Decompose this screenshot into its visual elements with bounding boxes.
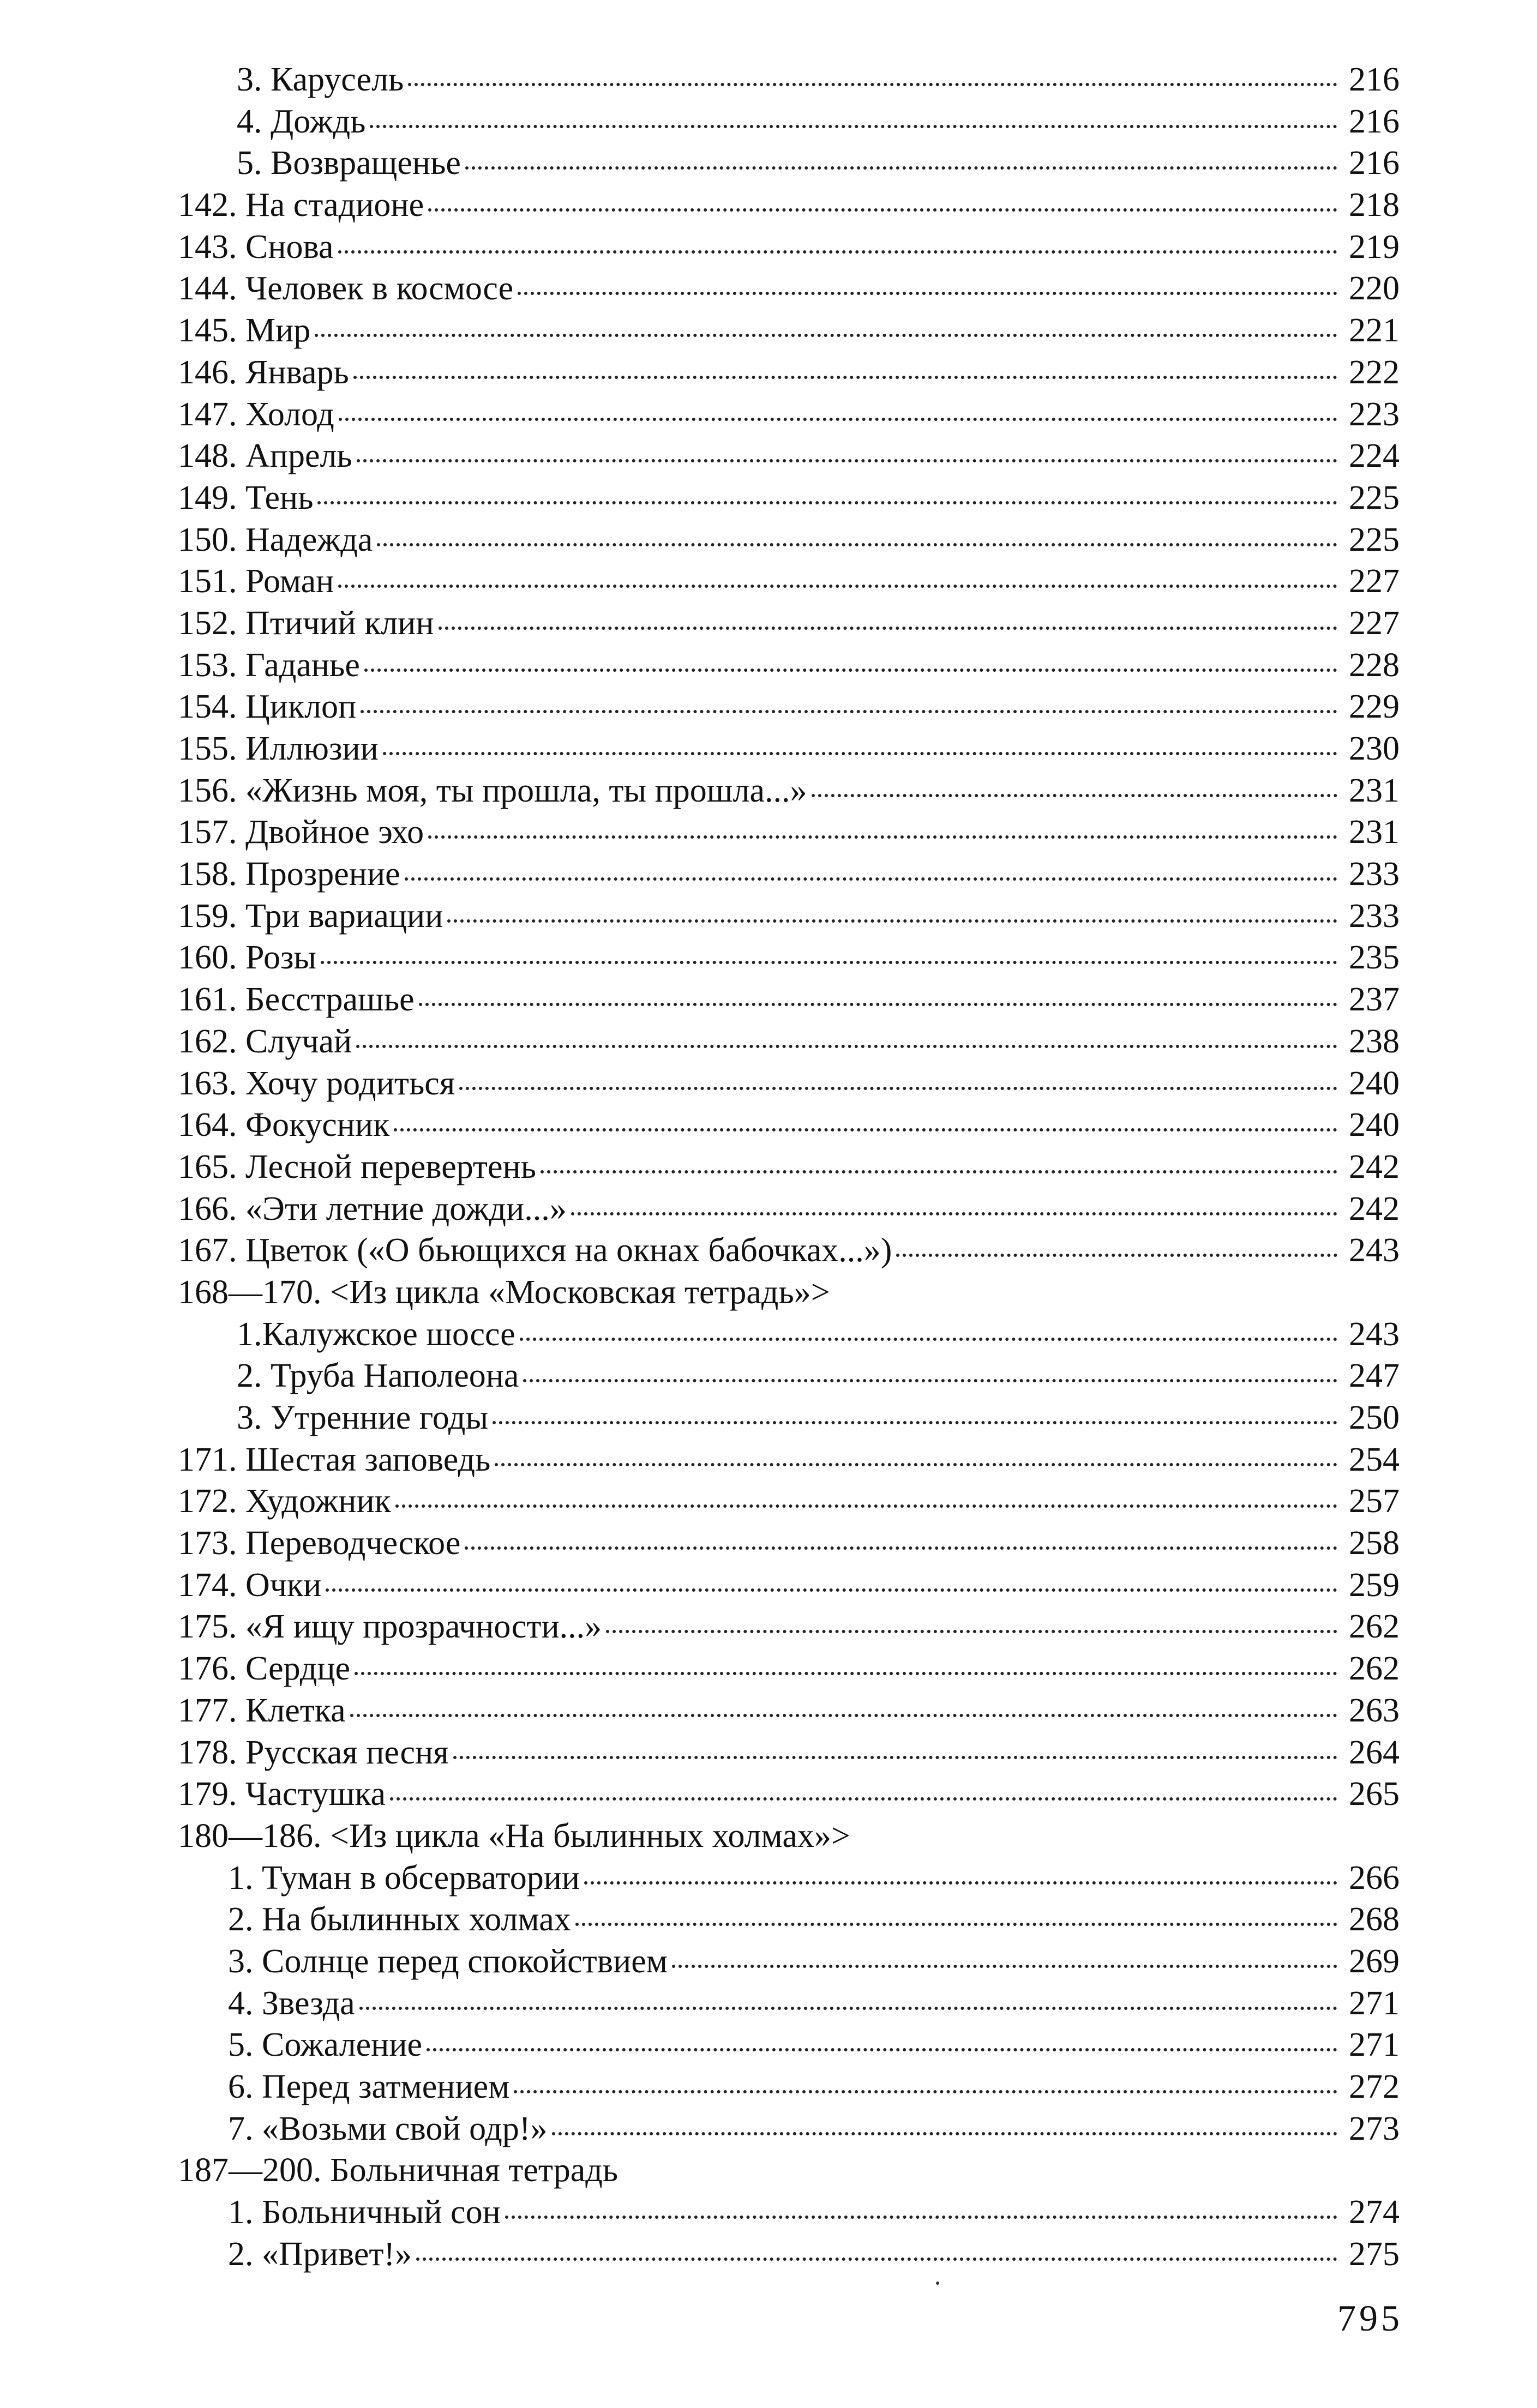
entry-page-number: 269 [1349,1942,1400,1980]
entry-page-number: 265 [1349,1775,1400,1813]
entry-page-number: 230 [1349,730,1400,767]
entry-page-number: 275 [1349,2235,1400,2273]
dot-leader [812,794,1337,797]
entry-page-number: 223 [1349,395,1400,433]
dot-leader [584,1881,1337,1885]
entry-page-number: 254 [1349,1441,1400,1478]
entry-title: 154. Циклоп [178,688,357,726]
dot-leader [364,669,1337,672]
toc-entry [178,1480,1400,1522]
dot-leader [356,1045,1337,1048]
toc-entry [178,1983,1400,2025]
dot-leader [370,125,1337,128]
entry-page-number: 221 [1349,312,1400,350]
entry-page-number: 242 [1349,1190,1400,1227]
dot-leader [359,2007,1337,2010]
entry-page-number: 216 [1349,61,1400,98]
dot-leader [459,1087,1337,1090]
entry-title: 160. Розы [178,939,317,977]
entry-title: 151. Роман [178,563,334,600]
toc-section-heading [178,1815,1400,1857]
entry-title: 173. Переводческое [178,1525,461,1562]
toc-entry [178,435,1400,477]
dot-leader [408,83,1337,86]
entry-title: 178. Русская песня [178,1733,449,1771]
entry-page-number: 274 [1349,2194,1400,2231]
toc-entry [178,1522,1400,1564]
entry-page-number: 257 [1349,1483,1400,1520]
entry-title: 149. Тень [178,479,314,516]
entry-title: 152. Птичий клин [178,604,434,642]
entry-page-number: 231 [1349,772,1400,809]
entry-page-number: 235 [1349,939,1400,977]
toc-entry [178,1773,1400,1815]
toc-entry [178,2192,1400,2234]
entry-title: 163. Хочу родиться [178,1064,455,1102]
dot-leader [493,1421,1337,1424]
table-of-contents [178,59,1400,2275]
entry-title: 144. Человек в космосе [178,270,514,308]
entry-page-number: 250 [1349,1399,1400,1436]
toc-entry [178,142,1400,184]
dot-leader [416,2258,1337,2261]
toc-entry [178,1104,1400,1146]
entry-page-number: 273 [1349,2110,1400,2147]
toc-entry [178,2108,1400,2150]
entry-title: 166. «Эти летние дожди...» [178,1190,567,1227]
entry-title: 147. Холод [178,395,334,433]
toc-entry [178,645,1400,687]
entry-title: 2. Труба Наполеона [237,1357,519,1395]
dot-leader [338,585,1337,588]
dot-leader [428,835,1337,839]
toc-entry [178,686,1400,728]
toc-entry [178,1439,1400,1481]
toc-entry [178,1941,1400,1983]
entry-page-number: 271 [1349,2026,1400,2064]
entry-title: 4. Звезда [228,1984,355,2022]
entry-page-number: 243 [1349,1232,1400,1269]
dot-leader [405,877,1337,881]
dot-leader [326,1588,1337,1592]
toc-entry [178,561,1400,603]
dot-leader [317,501,1337,504]
toc-entry [178,477,1400,519]
print-speck [936,2281,939,2285]
entry-title: 1.Калужское шоссе [237,1315,515,1353]
toc-entry [178,2024,1400,2066]
entry-title: 175. «Я ищу прозрачности...» [178,1608,602,1646]
entry-title: 4. Дождь [237,103,366,140]
entry-title: 146. Январь [178,353,349,391]
dot-leader [315,334,1337,337]
entry-title: 177. Клетка [178,1691,346,1729]
toc-entry [178,1314,1400,1356]
toc-entry [178,1564,1400,1606]
toc-entry [178,1021,1400,1063]
entry-title: 187—200. Больничная тетрадь [178,2152,619,2189]
entry-title: 150. Надежда [178,521,373,558]
entry-page-number: 242 [1349,1148,1400,1185]
entry-title: 164. Фокусник [178,1106,390,1144]
entry-page-number: 240 [1349,1106,1400,1144]
toc-entry [178,352,1400,394]
entry-page-number: 225 [1349,521,1400,558]
entry-title: 165. Лесной перевертень [178,1148,536,1185]
toc-entry [178,1355,1400,1397]
entry-page-number: 262 [1349,1608,1400,1646]
dot-leader [338,250,1337,254]
dot-leader [377,543,1337,546]
dot-leader [419,1003,1337,1006]
entry-title: 180—186. <Из цикла «На былинных холмах»> [178,1817,850,1855]
dot-leader [339,418,1337,421]
toc-entry [178,853,1400,895]
dot-leader [428,208,1337,212]
entry-title: 1. Туман в обсерватории [228,1859,580,1897]
dot-leader [552,2132,1338,2135]
entry-page-number: 227 [1349,563,1400,600]
dot-leader [355,1672,1337,1675]
dot-leader [518,292,1337,295]
entry-page-number: 240 [1349,1064,1400,1102]
dot-leader [350,1714,1337,1717]
entry-page-number: 228 [1349,646,1400,684]
entry-page-number: 225 [1349,479,1400,516]
entry-title: 143. Снова [178,228,334,266]
toc-entry [178,1899,1400,1941]
entry-page-number: 218 [1349,186,1400,224]
entry-title: 1. Больничный сон [228,2194,501,2231]
toc-entry [178,1188,1400,1230]
toc-entry [178,770,1400,812]
entry-title: 5. Возвращенье [237,145,461,182]
entry-page-number: 216 [1349,103,1400,140]
entry-page-number: 259 [1349,1566,1400,1604]
entry-page-number: 262 [1349,1650,1400,1688]
entry-page-number: 266 [1349,1859,1400,1897]
entry-page-number: 224 [1349,437,1400,475]
dot-leader [505,2216,1337,2219]
entry-page-number: 229 [1349,688,1400,726]
entry-title: 6. Перед затмением [228,2068,510,2105]
entry-title: 153. Гаданье [178,646,360,684]
dot-leader [453,1756,1337,1759]
dot-leader [575,1923,1337,1926]
entry-title: 156. «Жизнь моя, ты прошла, ты прошла...» [178,772,807,809]
entry-title: 158. Прозрение [178,856,400,893]
dot-leader [606,1630,1337,1633]
dot-leader [394,1128,1337,1131]
toc-entry [178,1397,1400,1439]
entry-title: 2. «Привет!» [228,2235,412,2273]
entry-title: 5. Сожаление [228,2026,423,2064]
dot-leader [383,752,1337,755]
toc-entry [178,59,1400,101]
entry-title: 159. Три вариации [178,897,443,935]
entry-page-number: 220 [1349,270,1400,308]
dot-leader [672,1965,1337,1968]
toc-entry [178,1732,1400,1774]
dot-leader [439,627,1337,630]
entry-page-number: 243 [1349,1315,1400,1353]
toc-entry [178,2066,1400,2108]
entry-page-number: 237 [1349,981,1400,1019]
entry-page-number: 268 [1349,1901,1400,1939]
entry-page-number: 227 [1349,604,1400,642]
page-number: 795 [1337,2297,1403,2339]
entry-page-number: 231 [1349,814,1400,851]
toc-entry [178,603,1400,645]
dot-leader [395,1504,1337,1508]
entry-page-number: 258 [1349,1525,1400,1562]
dot-leader [495,1463,1337,1466]
entry-page-number: 238 [1349,1022,1400,1060]
dot-leader [357,459,1337,462]
entry-title: 3. Утренние годы [237,1399,489,1436]
toc-entry [178,1606,1400,1648]
dot-leader [447,919,1337,923]
dot-leader [353,376,1337,379]
toc-entry [178,937,1400,979]
toc-entry [178,1146,1400,1188]
entry-title: 174. Очки [178,1566,322,1604]
entry-title: 155. Иллюзии [178,730,379,767]
entry-page-number: 247 [1349,1357,1400,1395]
entry-title: 176. Сердце [178,1650,351,1688]
toc-entry [178,394,1400,436]
toc-entry [178,811,1400,853]
dot-leader [465,1546,1337,1550]
toc-entry [178,310,1400,352]
toc-entry [178,2234,1400,2275]
dot-leader [321,961,1337,964]
entry-title: 2. На былинных холмах [228,1901,571,1939]
entry-page-number: 219 [1349,228,1400,266]
toc-entry [178,101,1400,143]
toc-entry [178,1690,1400,1732]
toc-section-heading [178,2150,1400,2192]
toc-entry [178,1648,1400,1690]
dot-leader [361,710,1337,713]
entry-page-number: 222 [1349,353,1400,391]
entry-title: 3. Карусель [237,61,404,98]
entry-title: 162. Случай [178,1022,352,1060]
entry-title: 167. Цветок («О бьющихся на окнах бабочках...») [178,1232,892,1269]
entry-page-number: 263 [1349,1691,1400,1729]
entry-title: 172. Художник [178,1483,391,1520]
toc-entry [178,1063,1400,1105]
entry-title: 142. На стадионе [178,186,424,224]
entry-page-number: 272 [1349,2068,1400,2105]
dot-leader [520,1338,1337,1341]
toc-entry [178,226,1400,268]
dot-leader [514,2090,1337,2093]
toc-entry [178,895,1400,937]
dot-leader [465,166,1337,170]
entry-title: 161. Бесстрашье [178,981,415,1019]
entry-title: 145. Мир [178,312,311,350]
toc-entry [178,1857,1400,1899]
toc-entry [178,268,1400,310]
toc-entry [178,1230,1400,1272]
entry-page-number: 216 [1349,145,1400,182]
dot-leader [427,2048,1337,2051]
toc-entry [178,519,1400,561]
entry-title: 7. «Возьми свой одр!» [228,2110,548,2147]
dot-leader [541,1170,1337,1173]
entry-page-number: 233 [1349,856,1400,893]
entry-title: 168—170. <Из цикла «Московская тетрадь»> [178,1273,830,1311]
entry-page-number: 264 [1349,1733,1400,1771]
entry-page-number: 233 [1349,897,1400,935]
dot-leader [896,1254,1337,1257]
entry-title: 148. Апрель [178,437,352,475]
dot-leader [523,1379,1337,1382]
entry-title: 3. Солнце перед спокойствием [228,1942,668,1980]
toc-entry [178,728,1400,770]
toc-entry [178,184,1400,226]
entry-title: 171. Шестая заповедь [178,1441,491,1478]
entry-title: 157. Двойное эхо [178,814,424,851]
dot-leader [571,1212,1337,1215]
entry-title: 179. Частушка [178,1775,386,1813]
dot-leader [390,1797,1337,1801]
entry-page-number: 271 [1349,1984,1400,2022]
toc-entry [178,979,1400,1021]
toc-section-heading [178,1272,1400,1314]
